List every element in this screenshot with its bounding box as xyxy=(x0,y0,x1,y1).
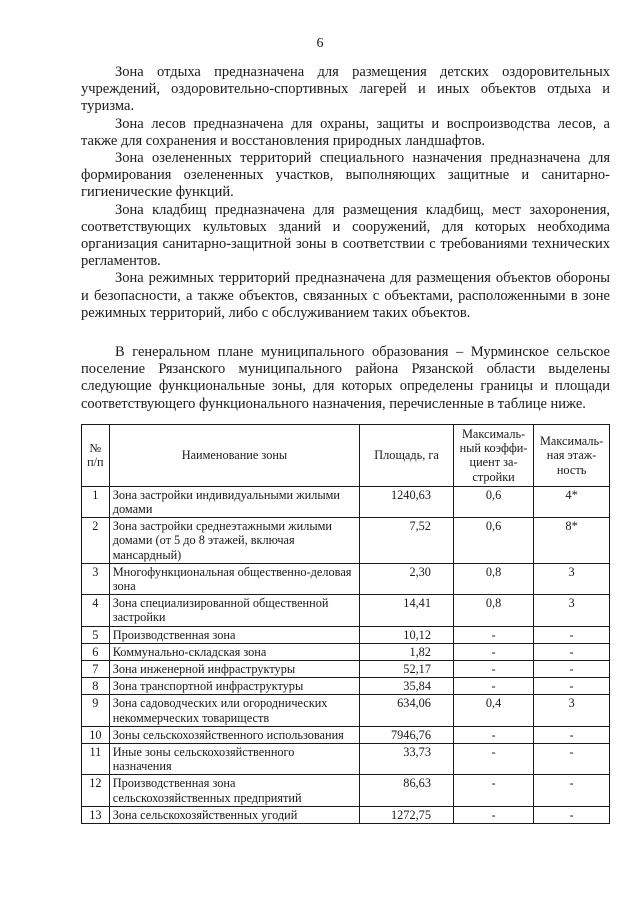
table-row xyxy=(82,661,610,678)
cell-area: 7,52 xyxy=(360,518,454,564)
cell-name: Зона транспортной инфраструктуры xyxy=(109,678,359,695)
paragraph-cemetery-zone: Зона кладбищ предназначена для размещения кладбищ, мест захоронения, соответствующих культовых зданий и сооружений, для которых необходима организация санитарно-защитной зоны в соответствии с требованиями технических регламентов. xyxy=(81,201,610,270)
cell-floors: - xyxy=(534,806,610,823)
cell-area: 1272,75 xyxy=(360,806,454,823)
paragraph-restricted-zone: Зона режимных территорий предназначена для размещения объектов обороны и безопасности, а также объектов, связанных с объектами, расположенными в зоне режимных территорий, либо с обслуживанием таких объектов. xyxy=(81,270,610,321)
cell-coef: 0,8 xyxy=(453,595,533,626)
cell-coef: 0,6 xyxy=(453,486,533,517)
cell-name: Многофункциональная общественно-деловая зона xyxy=(109,563,359,594)
cell-area: 634,06 xyxy=(360,695,454,726)
page-number: 6 xyxy=(316,36,324,51)
cell-floors: - xyxy=(534,626,610,643)
table-row xyxy=(82,518,610,564)
header-floors: Максималь-ная этаж-ность xyxy=(534,425,610,487)
cell-area: 2,30 xyxy=(360,563,454,594)
table-body xyxy=(82,486,610,823)
cell-coef: 0,8 xyxy=(453,563,533,594)
paragraph-spacer xyxy=(81,322,610,344)
header-num: № п/п xyxy=(82,425,110,487)
cell-coef: - xyxy=(453,806,533,823)
table-row xyxy=(82,563,610,594)
cell-area: 35,84 xyxy=(360,678,454,695)
cell-name: Зона застройки среднеэтажными жилыми домами (от 5 до 8 этажей, включая мансардный) xyxy=(109,518,359,564)
table-row xyxy=(82,695,610,726)
cell-name: Производственная зона сельскохозяйственных предприятий xyxy=(109,775,359,806)
table-row xyxy=(82,643,610,660)
cell-name: Иные зоны сельскохозяйственного назначения xyxy=(109,744,359,775)
cell-coef: 0,6 xyxy=(453,518,533,564)
cell-coef: - xyxy=(453,626,533,643)
cell-name: Зона сельскохозяйственных угодий xyxy=(109,806,359,823)
cell-floors: - xyxy=(534,726,610,743)
cell-coef: - xyxy=(453,661,533,678)
cell-coef: - xyxy=(453,643,533,660)
cell-floors: 3 xyxy=(534,563,610,594)
cell-num: 1 xyxy=(82,486,110,517)
document-body xyxy=(81,64,610,413)
header-name: Наименование зоны xyxy=(109,425,359,487)
paragraph-intro: В генеральном плане муниципального образования – Мурминское сельское поселение Рязанского муниципального района Рязанской области выделены следующие функциональные зоны, для которых определены границы и площади соответствующего функционального назначения, перечисленные в таблице ниже. xyxy=(81,344,610,412)
cell-name: Зона застройки индивидуальными жилыми домами xyxy=(109,486,359,517)
cell-num: 5 xyxy=(82,626,110,643)
cell-num: 8 xyxy=(82,678,110,695)
cell-floors: 8* xyxy=(534,518,610,564)
cell-num: 10 xyxy=(82,726,110,743)
cell-coef: - xyxy=(453,726,533,743)
cell-name: Зона инженерной инфраструктуры xyxy=(109,661,359,678)
cell-coef: - xyxy=(453,775,533,806)
cell-area: 52,17 xyxy=(360,661,454,678)
cell-name: Производственная зона xyxy=(109,626,359,643)
table-row xyxy=(82,806,610,823)
cell-area: 33,73 xyxy=(360,744,454,775)
paragraph-forest-zone: Зона лесов предназначена для охраны, защиты и воспроизводства лесов, а также для сохранения и восстановления природных ландшафтов. xyxy=(81,115,610,149)
cell-name: Зона специализированной общественной застройки xyxy=(109,595,359,626)
cell-num: 2 xyxy=(82,518,110,564)
cell-floors: - xyxy=(534,775,610,806)
cell-area: 86,63 xyxy=(360,775,454,806)
table-header-row xyxy=(82,425,610,487)
cell-coef: 0,4 xyxy=(453,695,533,726)
cell-num: 11 xyxy=(82,744,110,775)
cell-num: 4 xyxy=(82,595,110,626)
table-row xyxy=(82,678,610,695)
cell-area: 14,41 xyxy=(360,595,454,626)
table-row xyxy=(82,486,610,517)
header-area: Площадь, га xyxy=(360,425,454,487)
cell-floors: - xyxy=(534,643,610,660)
cell-area: 10,12 xyxy=(360,626,454,643)
cell-floors: 4* xyxy=(534,486,610,517)
cell-num: 6 xyxy=(82,643,110,660)
paragraph-recreation-zone: Зона отдыха предназначена для размещения детских оздоровительных учреждений, оздоровительно-спортивных лагерей и иных объектов отдыха и туризма. xyxy=(81,64,610,115)
zones-table xyxy=(81,424,610,824)
table-row xyxy=(82,726,610,743)
cell-floors: 3 xyxy=(534,695,610,726)
cell-num: 3 xyxy=(82,563,110,594)
cell-area: 7946,76 xyxy=(360,726,454,743)
cell-coef: - xyxy=(453,744,533,775)
cell-floors: 3 xyxy=(534,595,610,626)
cell-area: 1240,63 xyxy=(360,486,454,517)
cell-floors: - xyxy=(534,678,610,695)
cell-num: 13 xyxy=(82,806,110,823)
cell-name: Коммунально-складская зона xyxy=(109,643,359,660)
table-row xyxy=(82,744,610,775)
cell-num: 12 xyxy=(82,775,110,806)
table-row xyxy=(82,626,610,643)
cell-name: Зона садоводческих или огороднических некоммерческих товариществ xyxy=(109,695,359,726)
cell-num: 9 xyxy=(82,695,110,726)
cell-num: 7 xyxy=(82,661,110,678)
cell-floors: - xyxy=(534,661,610,678)
cell-name: Зоны сельскохозяйственного использования xyxy=(109,726,359,743)
cell-floors: - xyxy=(534,744,610,775)
header-coef: Максималь-ный коэффи-циент за-стройки xyxy=(453,425,533,487)
cell-area: 1,82 xyxy=(360,643,454,660)
table-row xyxy=(82,595,610,626)
table-row xyxy=(82,775,610,806)
cell-coef: - xyxy=(453,678,533,695)
paragraph-green-zone: Зона озелененных территорий специального назначения предназначена для формирования озелененных участков, выполняющих защитные и санитарно-гигиенические функций. xyxy=(81,150,610,201)
